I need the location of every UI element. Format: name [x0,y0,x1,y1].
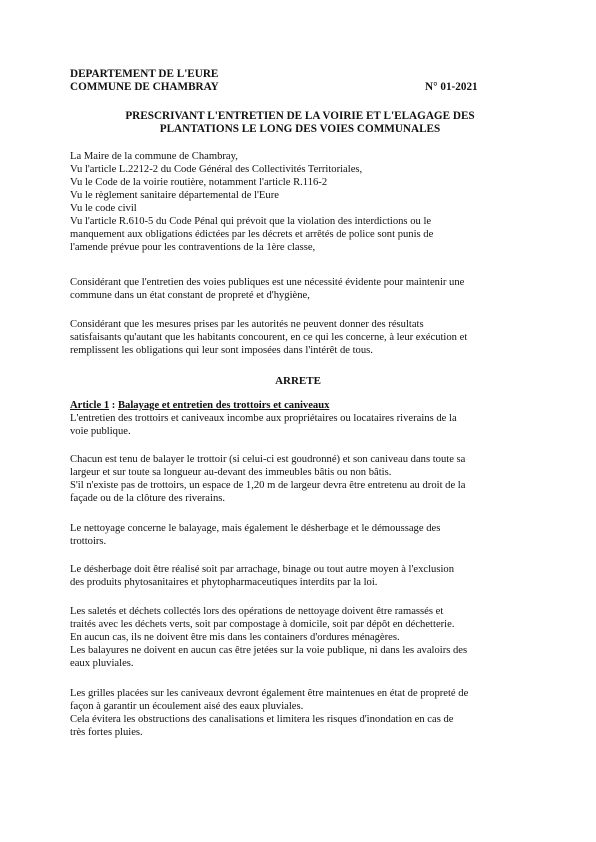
paragraph-line: remplissent les obligations qui leur sont imposées dans l'intérêt de tous. [70,345,373,356]
preamble-line: Vu l'article L.2212-2 du Code Général des Collectivités Territoriales, [70,164,363,175]
paragraph-line: Les balayures ne doivent en aucun cas être jetées sur la voie publique, ni dans les avaloirs des [70,645,468,656]
article-1-heading [70,399,530,412]
paragraph-line: commune dans un état constant de propreté et d'hygiène, [70,290,310,301]
article-1-paragraph-4 [70,563,530,589]
arrete-heading: ARRETE [275,375,321,387]
article-1-paragraph-6 [70,687,530,739]
paragraph-line: des produits phytosanitaires et phytopharmaceutiques interdits par la loi. [70,577,378,588]
paragraph-line: Considérant que l'entretien des voies publiques est une nécessité évidente pour maintenir une [70,277,465,288]
department-name: DEPARTEMENT DE L'EURE [70,68,219,80]
preamble-line: l'amende prévue pour les contraventions de la 1ère classe, [70,242,316,253]
paragraph-line: façade ou de la clôture des riverains. [70,493,226,504]
article-1-title: Balayage et entretien des trottoirs et caniveaux [117,400,330,411]
paragraph-line: façon à garantir un écoulement aisé des eaux pluviales. [70,701,304,712]
paragraph-line: trottoirs. [70,536,107,547]
article-1-paragraph-5 [70,605,530,670]
title-line-1: PRESCRIVANT L'ENTRETIEN DE LA VOIRIE ET L'ELAGAGE DES [125,110,475,122]
article-1-paragraph-3 [70,522,530,548]
paragraph-line: L'entretien des trottoirs et caniveaux incombe aux propriétaires ou locataires riverains de la [70,413,457,424]
paragraph-line: très fortes pluies. [70,727,143,738]
paragraph-line: Le désherbage doit être réalisé soit par arrachage, binage ou tout autre moyen à l'exclusion [70,564,455,575]
paragraph-line: Le nettoyage concerne le balayage, mais également le désherbage et le démoussage des [70,523,441,534]
paragraph-line: satisfaisants qu'autant que les habitants concourent, en ce qui les concerne, à leur exécution et [70,332,468,343]
paragraph-line: Les saletés et déchets collectés lors des opérations de nettoyage doivent être ramassés et [70,606,444,617]
preamble [70,150,530,254]
title-line-2: PLANTATIONS LE LONG DES VOIES COMMUNALES [159,123,441,135]
article-1-label: Article 1 [70,400,110,411]
header-line-2 [70,81,530,94]
paragraph-line: traités avec les déchets verts, soit par compostage à domicile, soit par dépôt en déchetterie. [70,619,455,630]
article-1-separator: : [109,400,118,411]
commune-name: COMMUNE DE CHAMBRAY [70,81,219,93]
preamble-line: Vu l'article R.610-5 du Code Pénal qui prévoit que la violation des interdictions ou le [70,216,432,227]
document-title [60,110,540,136]
paragraph-line: largeur et sur toute sa longueur au-devant des immeubles bâtis ou non bâtis. [70,467,392,478]
article-1-paragraph-1 [70,412,530,438]
preamble-line: Vu le Code de la voirie routière, notamment l'article R.116-2 [70,177,328,188]
decree-number: N° 01-2021 [425,81,478,93]
preamble-line: Vu le code civil [70,203,137,214]
paragraph-line: Considérant que les mesures prises par les autorités ne peuvent donner des résultats [70,319,424,330]
considerant-1 [70,276,530,302]
paragraph-line: Cela évitera les obstructions des canalisations et limitera les risques d'inondation en cas de [70,714,454,725]
paragraph-line: En aucun cas, ils ne doivent être mis dans les containers d'ordures ménagères. [70,632,400,643]
preamble-line: La Maire de la commune de Chambray, [70,151,238,162]
paragraph-line: eaux pluviales. [70,658,134,669]
paragraph-line: voie publique. [70,426,131,437]
preamble-line: Vu le règlement sanitaire départemental de l'Eure [70,190,279,201]
paragraph-line: Les grilles placées sur les caniveaux devront également être maintenues en état de propreté de [70,688,469,699]
header-line-1 [70,68,530,81]
preamble-line: manquement aux obligations édictées par les décrets et arrêtés de police sont punis de [70,229,434,240]
considerant-2 [70,318,530,357]
paragraph-line: S'il n'existe pas de trottoirs, un espace de 1,20 m de largeur devra être entretenu au droit de la [70,480,466,491]
article-1-paragraph-2 [70,453,530,505]
paragraph-line: Chacun est tenu de balayer le trottoir (si celui-ci est goudronné) et son caniveau dans toute sa [70,454,466,465]
